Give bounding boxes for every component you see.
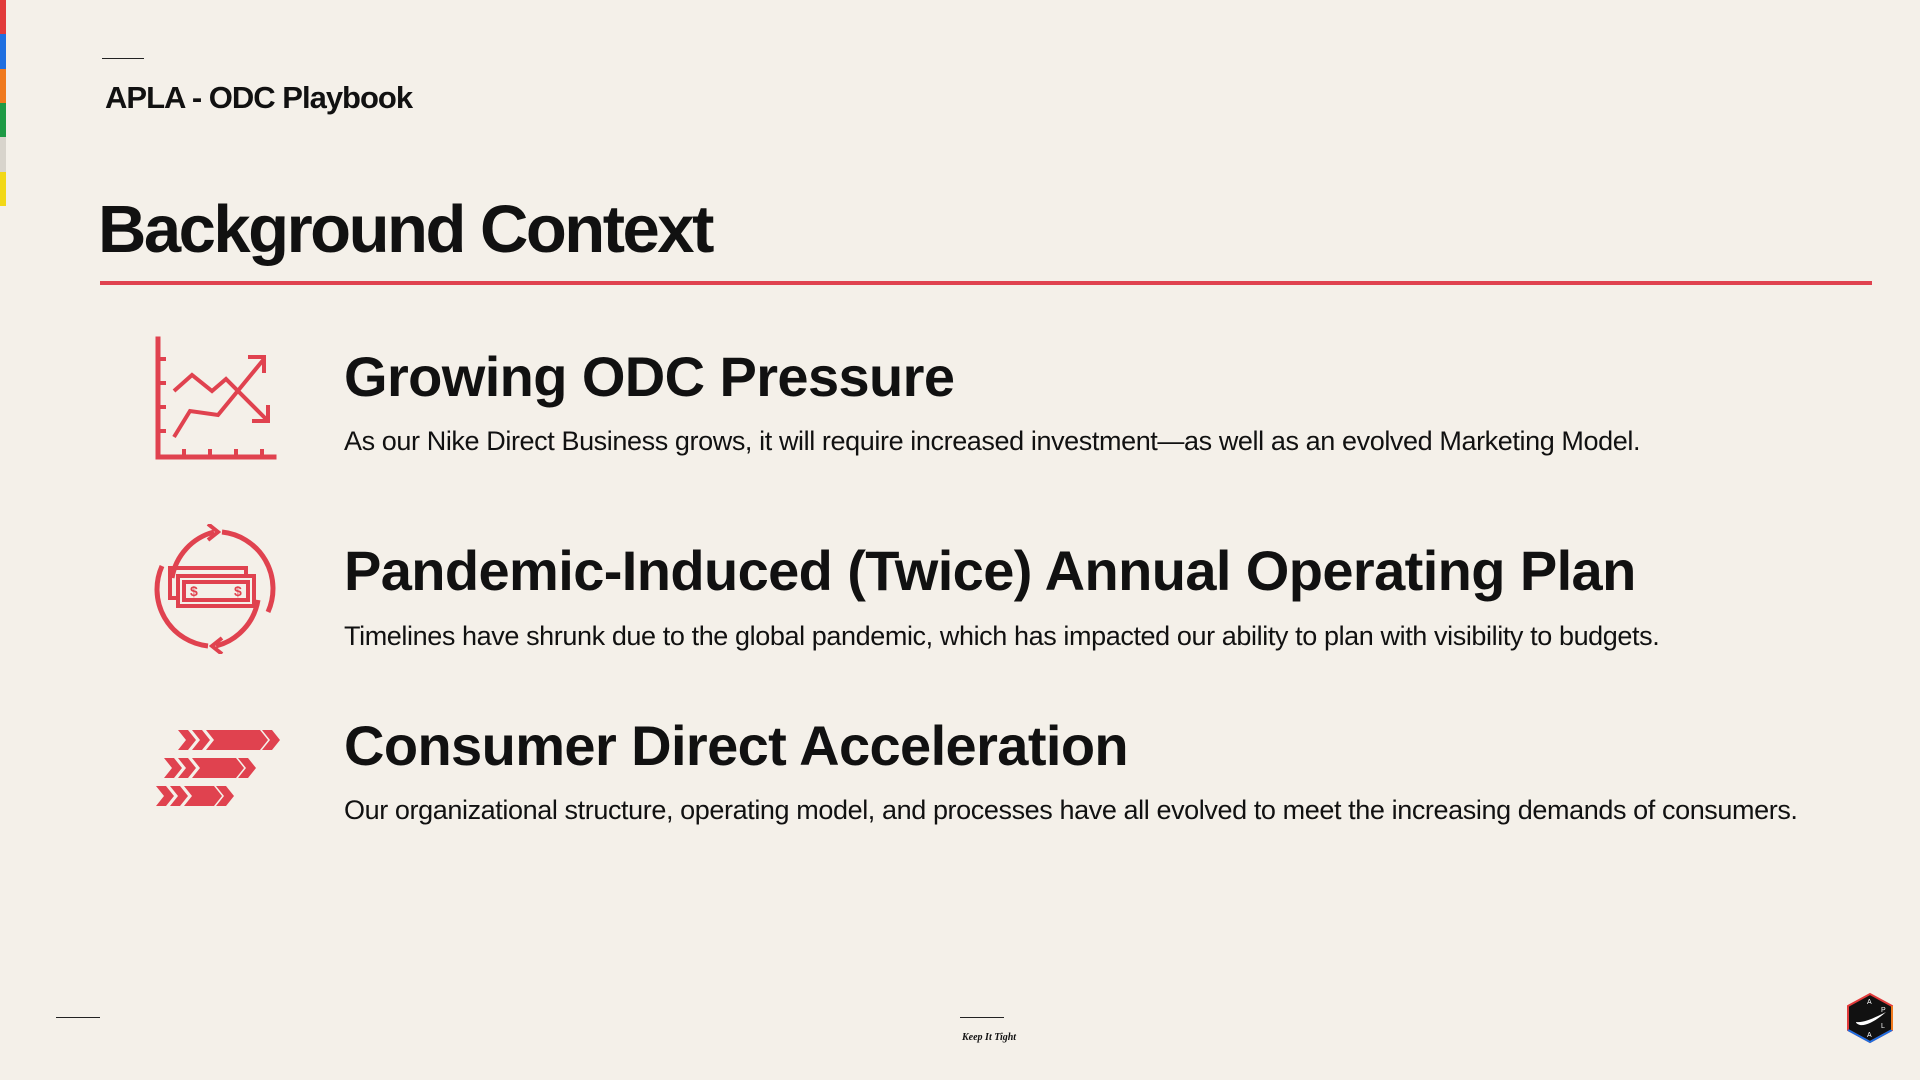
page-title: Background Context: [98, 192, 712, 267]
logo-letter-l: L: [1881, 1023, 1885, 1030]
line-chart-icon: [150, 335, 280, 465]
logo-letter-p: P: [1881, 1007, 1886, 1014]
color-strip-yellow: [0, 172, 6, 206]
svg-text:$: $: [190, 583, 198, 599]
svg-text:$: $: [234, 583, 242, 599]
item-heading: Growing ODC Pressure: [344, 345, 955, 408]
header-rule: [102, 58, 144, 59]
item-heading: Pandemic-Induced (Twice) Annual Operating Plan: [344, 539, 1636, 602]
brand-color-strip: [0, 0, 6, 206]
chevrons-forward-icon: [150, 718, 280, 848]
color-strip-green: [0, 103, 6, 137]
footer-rule-left: [56, 1017, 100, 1018]
color-strip-red: [0, 0, 6, 34]
footer-rule-center: [960, 1017, 1004, 1018]
color-strip-grey: [0, 137, 6, 171]
footer-tagline: Keep It Tight: [962, 1032, 1017, 1043]
title-underline: [100, 281, 1872, 285]
apla-logo-icon: [1846, 992, 1894, 1044]
item-description: As our Nike Direct Business grows, it will require increased investment—as well as an evolved Marketing Model.: [344, 426, 1641, 456]
deck-title: APLA - ODC Playbook: [105, 80, 413, 115]
item-description: Our organizational structure, operating model, and processes have all evolved to meet the increasing demands of consumers.: [344, 795, 1798, 825]
item-heading: Consumer Direct Acceleration: [344, 714, 1129, 777]
item-description: Timelines have shrunk due to the global pandemic, which has impacted our ability to plan with visibility to budgets.: [344, 621, 1660, 651]
color-strip-blue: [0, 34, 6, 68]
color-strip-orange: [0, 69, 6, 103]
logo-letter-a1: A: [1867, 999, 1872, 1006]
logo-letter-a2: A: [1867, 1032, 1872, 1039]
money-cycle-icon: [150, 524, 280, 654]
